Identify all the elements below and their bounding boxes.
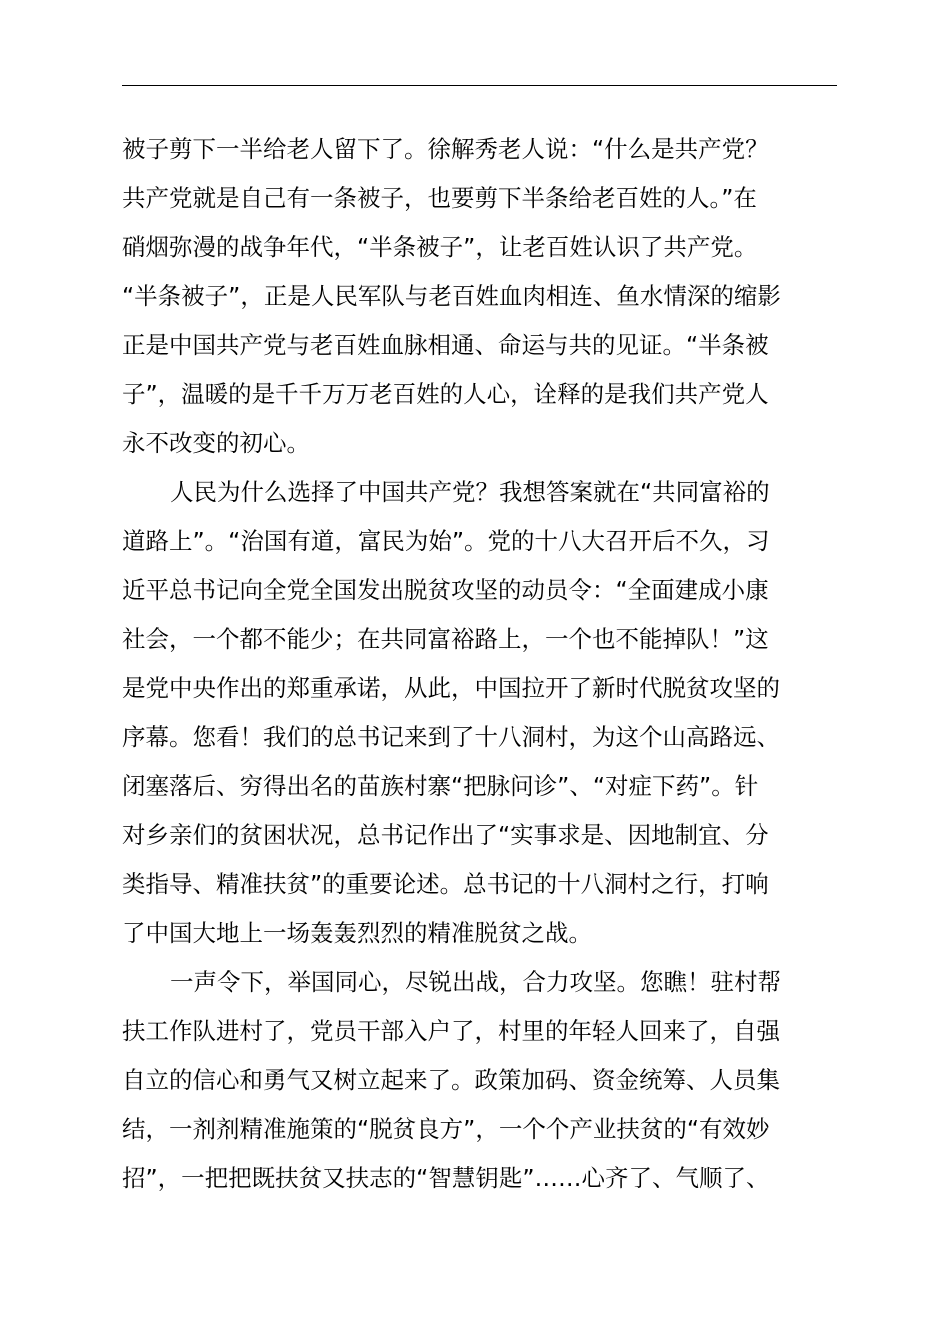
text-line: 了中国大地上一场轰轰烈烈的精准脱贫之战。 bbox=[122, 919, 592, 947]
text-line: 共产党就是自己有一条被子，也要剪下半条给老百姓的人。”在 bbox=[122, 184, 757, 212]
text-line: 闭塞落后、穷得出名的苗族村寨“把脉问诊”、“对症下药”。针 bbox=[122, 772, 759, 800]
text-line: 结，一剂剂精准施策的“脱贫良方”，一个个产业扶贫的“有效妙 bbox=[122, 1115, 770, 1143]
text-line: 序幕。您看！我们的总书记来到了十八洞村，为这个山高路远、 bbox=[122, 723, 780, 751]
text-line: “半条被子”，正是人民军队与老百姓血肉相连、鱼水情深的缩影 bbox=[122, 282, 781, 310]
text-line: 自立的信心和勇气又树立起来了。政策加码、资金统筹、人员集 bbox=[122, 1066, 780, 1094]
header-rule bbox=[122, 85, 837, 86]
text-line: 子”，温暖的是千千万万老百姓的人心，诠释的是我们共产党人 bbox=[122, 380, 769, 408]
text-line: 社会，一个都不能少；在共同富裕路上，一个也不能掉队！”这 bbox=[122, 625, 769, 653]
text-line: 被子剪下一半给老人留下了。徐解秀老人说：“什么是共产党？ bbox=[122, 135, 769, 163]
text-line: 扶工作队进村了，党员干部入户了，村里的年轻人回来了，自强 bbox=[122, 1017, 780, 1045]
paragraph-first-line: 一声令下，举国同心，尽锐出战，合力攻坚。您瞧！驻村帮 bbox=[170, 968, 781, 996]
text-line: 正是中国共产党与老百姓血脉相通、命运与共的见证。“半条被 bbox=[122, 331, 769, 359]
body-text bbox=[122, 125, 842, 1203]
text-line: 永不改变的初心。 bbox=[122, 429, 310, 457]
paragraph-first-line: 人民为什么选择了中国共产党？我想答案就在“共同富裕的 bbox=[170, 478, 770, 506]
text-line: 硝烟弥漫的战争年代，“半条被子”，让老百姓认识了共产党。 bbox=[122, 233, 758, 261]
text-line: 近平总书记向全党全国发出脱贫攻坚的动员令：“全面建成小康 bbox=[122, 576, 769, 604]
text-line: 道路上”。“治国有道，富民为始”。党的十八大召开后不久，习 bbox=[122, 527, 770, 555]
text-line: 招”，一把把既扶贫又扶志的“智慧钥匙”……心齐了、气顺了、 bbox=[122, 1164, 770, 1192]
text-line: 是党中央作出的郑重承诺，从此，中国拉开了新时代脱贫攻坚的 bbox=[122, 674, 780, 702]
text-line: 对乡亲们的贫困状况，总书记作出了“实事求是、因地制宜、分 bbox=[122, 821, 769, 849]
text-line: 类指导、精准扶贫”的重要论述。总书记的十八洞村之行，打响 bbox=[122, 870, 769, 898]
